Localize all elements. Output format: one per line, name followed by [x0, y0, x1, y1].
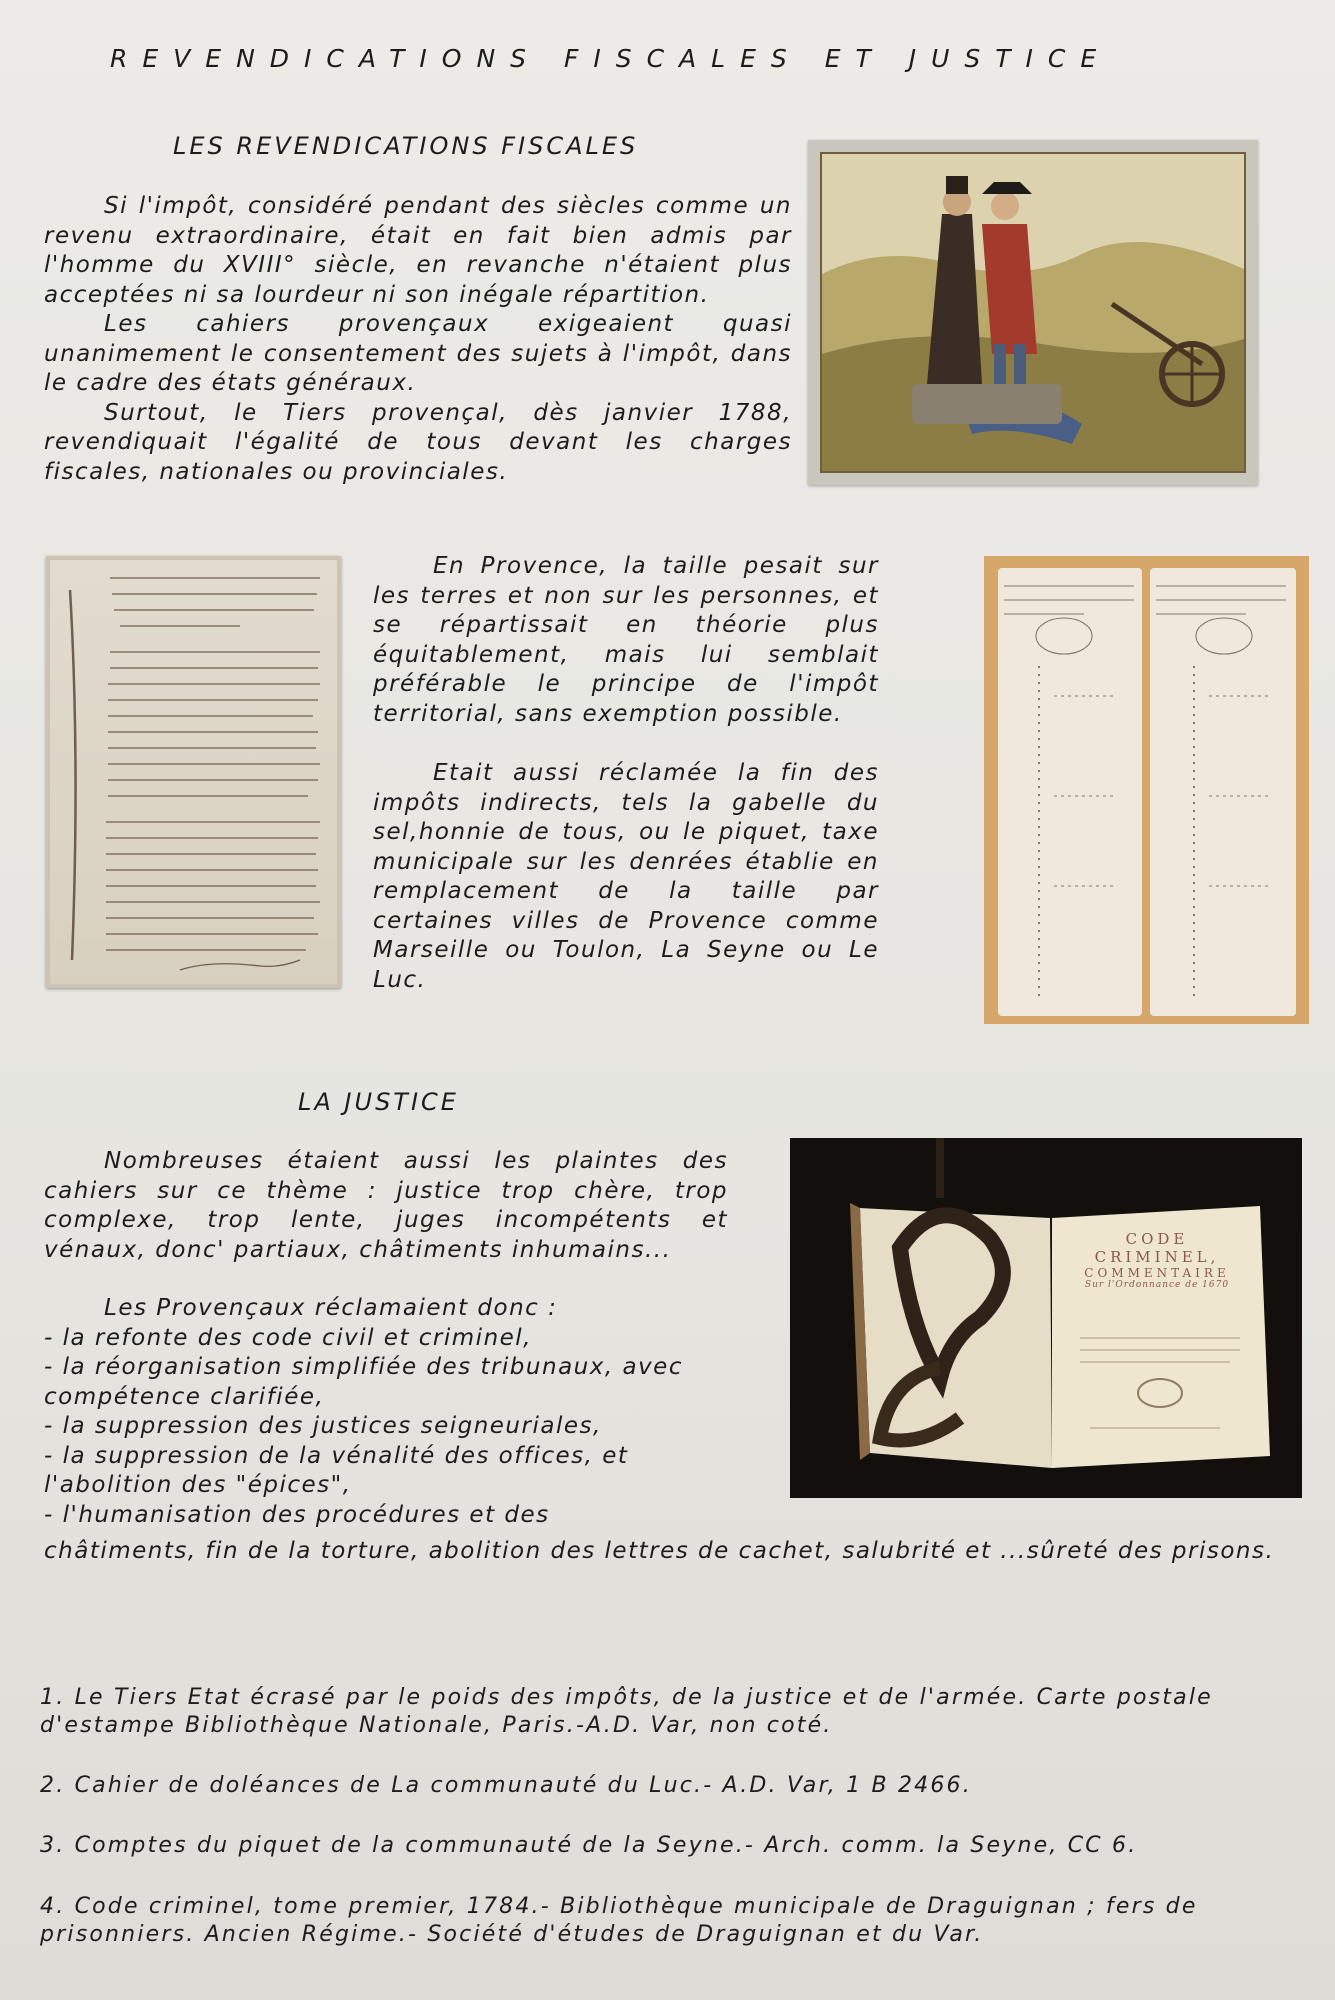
- cahier-doleances-manuscript-image: [46, 556, 341, 988]
- justice-intro-paragraph: Nombreuses étaient aussi les plaintes des cahiers sur ce thème : justice trop chère, trop complexe, trop lente, juges incompétents et vénaux, donc' partiaux, châtiments inhumains...: [44, 1148, 728, 1263]
- fiscal-paragraph-3: Surtout, le Tiers provençal, dès janvier 1788, revendiquait l'égalité de tous devant les charges fiscales, nationales ou provinciales.: [44, 399, 792, 485]
- caption-2: 2. Cahier de doléances de La communauté du Luc.- A.D. Var, 1 B 2466.: [40, 1773, 972, 1798]
- manuscript-illustration: [50, 560, 337, 984]
- book-illustration: [790, 1138, 1302, 1498]
- demand-item: - la suppression des justices seigneuriales,: [44, 1413, 602, 1439]
- justice-heading: LA JUSTICE: [298, 1088, 459, 1116]
- book-title-line2: CRIMINEL,: [1094, 1248, 1220, 1266]
- tiers-etat-engraving-image: [808, 140, 1258, 485]
- engraving-illustration: [822, 154, 1244, 471]
- provence-paragraph-1: En Provence, la taille pesait sur les terres et non sur les personnes, et se répartissait en théorie plus équitablement, mais lui semblait préférable le principe de l'impôt territorial, sans exemption possible.: [373, 553, 879, 727]
- fiscal-paragraph-2: Les cahiers provençaux exigeaient quasi unanimement le consentement des sujets à l'impôt, dans le cadre des états généraux.: [44, 311, 792, 396]
- comptes-piquet-register-image: [984, 556, 1309, 1024]
- provence-paragraph-2: Etait aussi réclamée la fin des impôts indirects, tels la gabelle du sel,honnie de tous, ou le piquet, taxe municipale sur les denrées établie en remplacement de la taille par certaines villes de Provence comme Marseille ou Toulon, La Seyne ou Le Luc.: [373, 760, 879, 993]
- register-illustration: [984, 556, 1309, 1024]
- demand-item: - l'humanisation des procédures et des: [44, 1501, 550, 1528]
- demand-item: - la réorganisation simplifiée des tribunaux, avec compétence clarifiée,: [44, 1354, 683, 1410]
- demands-lead: Les Provençaux réclamaient donc :: [104, 1295, 558, 1321]
- demands-tail-text: châtiments, fin de la torture, abolition des lettres de cachet, salubrité et ...sûreté des prisons.: [44, 1538, 1275, 1564]
- justice-demands: [44, 1294, 734, 1530]
- demand-item: - la suppression de la vénalité des offices, et l'abolition des "épices",: [44, 1442, 629, 1498]
- book-title-line1: CODE: [1125, 1230, 1189, 1248]
- justice-demands-tail: [44, 1537, 1304, 1567]
- justice-intro: [44, 1147, 728, 1265]
- panel-title: REVENDICATIONS FISCALES ET JUSTICE: [110, 44, 1112, 73]
- fiscal-heading: LES REVENDICATIONS FISCALES: [173, 132, 639, 160]
- demand-item: - la refonte des code civil et criminel,: [44, 1324, 532, 1351]
- caption-1: 1. Le Tiers Etat écrasé par le poids des impôts, de la justice et de l'armée. Carte postale d'estampe Bibliothèque Nationale, Paris.-A.D. Var, non coté.: [40, 1685, 1213, 1738]
- provence-text: [373, 552, 879, 995]
- caption-4: 4. Code criminel, tome premier, 1784.- Bibliothèque municipale de Draguignan ; fers de prisonniers. Ancien Régime.- Société d'études de Draguignan et du Var.: [40, 1894, 1198, 1947]
- book-title-line3: COMMENTAIRE: [1084, 1266, 1230, 1280]
- fiscal-text: [44, 192, 792, 487]
- caption-3: 3. Comptes du piquet de la communauté de la Seyne.- Arch. comm. la Seyne, CC 6.: [40, 1833, 1138, 1858]
- book-title-line4: Sur l'Ordonnance de 1670: [1084, 1280, 1230, 1290]
- code-criminel-book-image: [790, 1138, 1302, 1498]
- fiscal-paragraph-1: Si l'impôt, considéré pendant des siècles comme un revenu extraordinaire, était en fait bien admis par l'homme du XVIII° siècle, en revanche n'étaient plus acceptées ni sa lourdeur ni son inégale répartition.: [44, 193, 792, 308]
